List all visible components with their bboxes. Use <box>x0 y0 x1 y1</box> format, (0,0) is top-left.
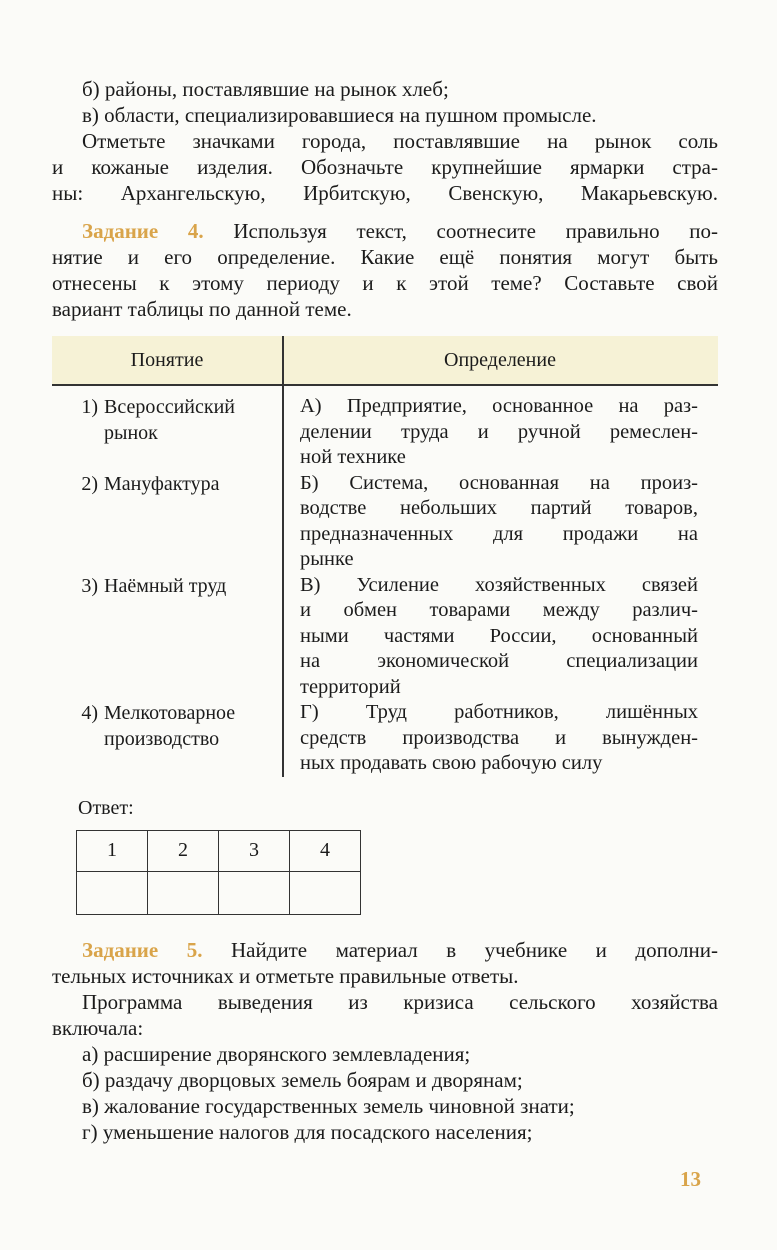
answer-cell[interactable] <box>77 871 148 914</box>
definition-text: средств производства и вынужден- <box>300 726 698 749</box>
answer-grid <box>76 830 361 915</box>
definition-text: В) Усиление хозяйственных связей <box>300 573 698 596</box>
concept-text: производство <box>104 728 220 750</box>
table-row <box>52 394 718 471</box>
intro-line: б) районы, поставлявшие на рынок хлеб; <box>82 77 449 101</box>
answer-col-header: 1 <box>77 830 148 871</box>
answer-cell[interactable] <box>219 871 290 914</box>
table-row <box>52 700 718 777</box>
task5-option: в) жалование государственных земель чиновной знати; <box>82 1093 575 1118</box>
definition-text: ными частями России, основанный <box>300 624 698 647</box>
task5-text: Найдите материал в учебнике и дополни- <box>202 937 718 962</box>
table-row <box>52 573 718 701</box>
definition-text: предназначенных для продажи на <box>300 522 698 545</box>
row-number: 4) <box>81 702 98 724</box>
page-number: 13 <box>680 1167 701 1191</box>
row-number: 1) <box>81 396 98 418</box>
task5-option: а) расширение дворянского землевладения; <box>82 1041 471 1066</box>
definition-text: делении труда и ручной ремеслен- <box>300 420 698 443</box>
answer-cell[interactable] <box>290 871 361 914</box>
task4-label: Задание 4. <box>82 219 204 243</box>
task5-option: б) раздачу дворцовых земель боярам и дворянам; <box>82 1067 523 1092</box>
answer-col-header: 4 <box>290 830 361 871</box>
definition-text: на экономической специализации <box>300 650 698 672</box>
table-divider <box>282 336 284 777</box>
row-number: 3) <box>81 574 98 597</box>
task5-line: Программа выведения из кризиса сельского хозяйства <box>82 989 718 1014</box>
page-content <box>52 76 718 1145</box>
task4-line: отнесены к этому периоду и к этой теме? Составьте свой <box>52 271 718 295</box>
definition-text: ных продавать свою рабочую силу <box>300 752 603 774</box>
answer-cell[interactable] <box>148 871 219 914</box>
definition-text: Г) Труд работников, лишённых <box>300 701 698 723</box>
matching-table <box>52 336 718 777</box>
task5-option: г) уменьшение налогов для посадского населения; <box>82 1119 533 1144</box>
answer-col-header: 2 <box>148 830 219 871</box>
answer-col-header: 3 <box>219 830 290 871</box>
task5-label: Задание 5. <box>82 937 203 962</box>
definition-text: и обмен товарами между различ- <box>300 599 698 621</box>
row-number: 2) <box>81 472 98 495</box>
table-header <box>52 336 718 386</box>
definition-text: рынке <box>300 548 354 570</box>
definition-text: территорий <box>300 675 401 698</box>
task5-line: включала: <box>52 1015 144 1040</box>
intro-line: Отметьте значками города, поставлявшие на рынок соль <box>82 129 718 153</box>
task4-text: Используя текст, соотнесите правильно по- <box>203 219 718 243</box>
header-concept: Понятие <box>130 348 204 371</box>
table-row <box>52 471 718 573</box>
task4-line: нятие и его определение. Какие ещё понятия могут быть <box>52 245 718 269</box>
concept-text: Мелкотоварное <box>104 702 236 724</box>
task5-line: тельных источниках и отметьте правильные ответы. <box>52 963 519 988</box>
header-definition: Определение <box>444 348 556 371</box>
definition-text: ной технике <box>300 446 406 468</box>
concept-text: Наёмный труд <box>104 574 227 597</box>
definition-text: А) Предприятие, основанное на раз- <box>300 395 698 417</box>
answer-label: Ответ: <box>78 796 134 819</box>
concept-text: Всероссийский <box>104 396 235 418</box>
definition-text: Б) Система, основанная на произ- <box>300 471 698 494</box>
intro-line: и кожаные изделия. Обозначьте крупнейшие ярмарки стра- <box>52 155 718 179</box>
intro-line: ны: Архангельскую, Ирбитскую, Свенскую, Макарьевскую. <box>52 181 718 205</box>
definition-text: водстве небольших партий товаров, <box>300 497 698 519</box>
concept-text: рынок <box>104 422 158 444</box>
task5-line <box>52 937 718 963</box>
concept-text: Мануфактура <box>104 472 220 495</box>
task4-line: вариант таблицы по данной теме. <box>52 297 352 321</box>
intro-line: в) области, специализировавшиеся на пушном промысле. <box>82 103 597 127</box>
task4-line <box>52 218 718 244</box>
